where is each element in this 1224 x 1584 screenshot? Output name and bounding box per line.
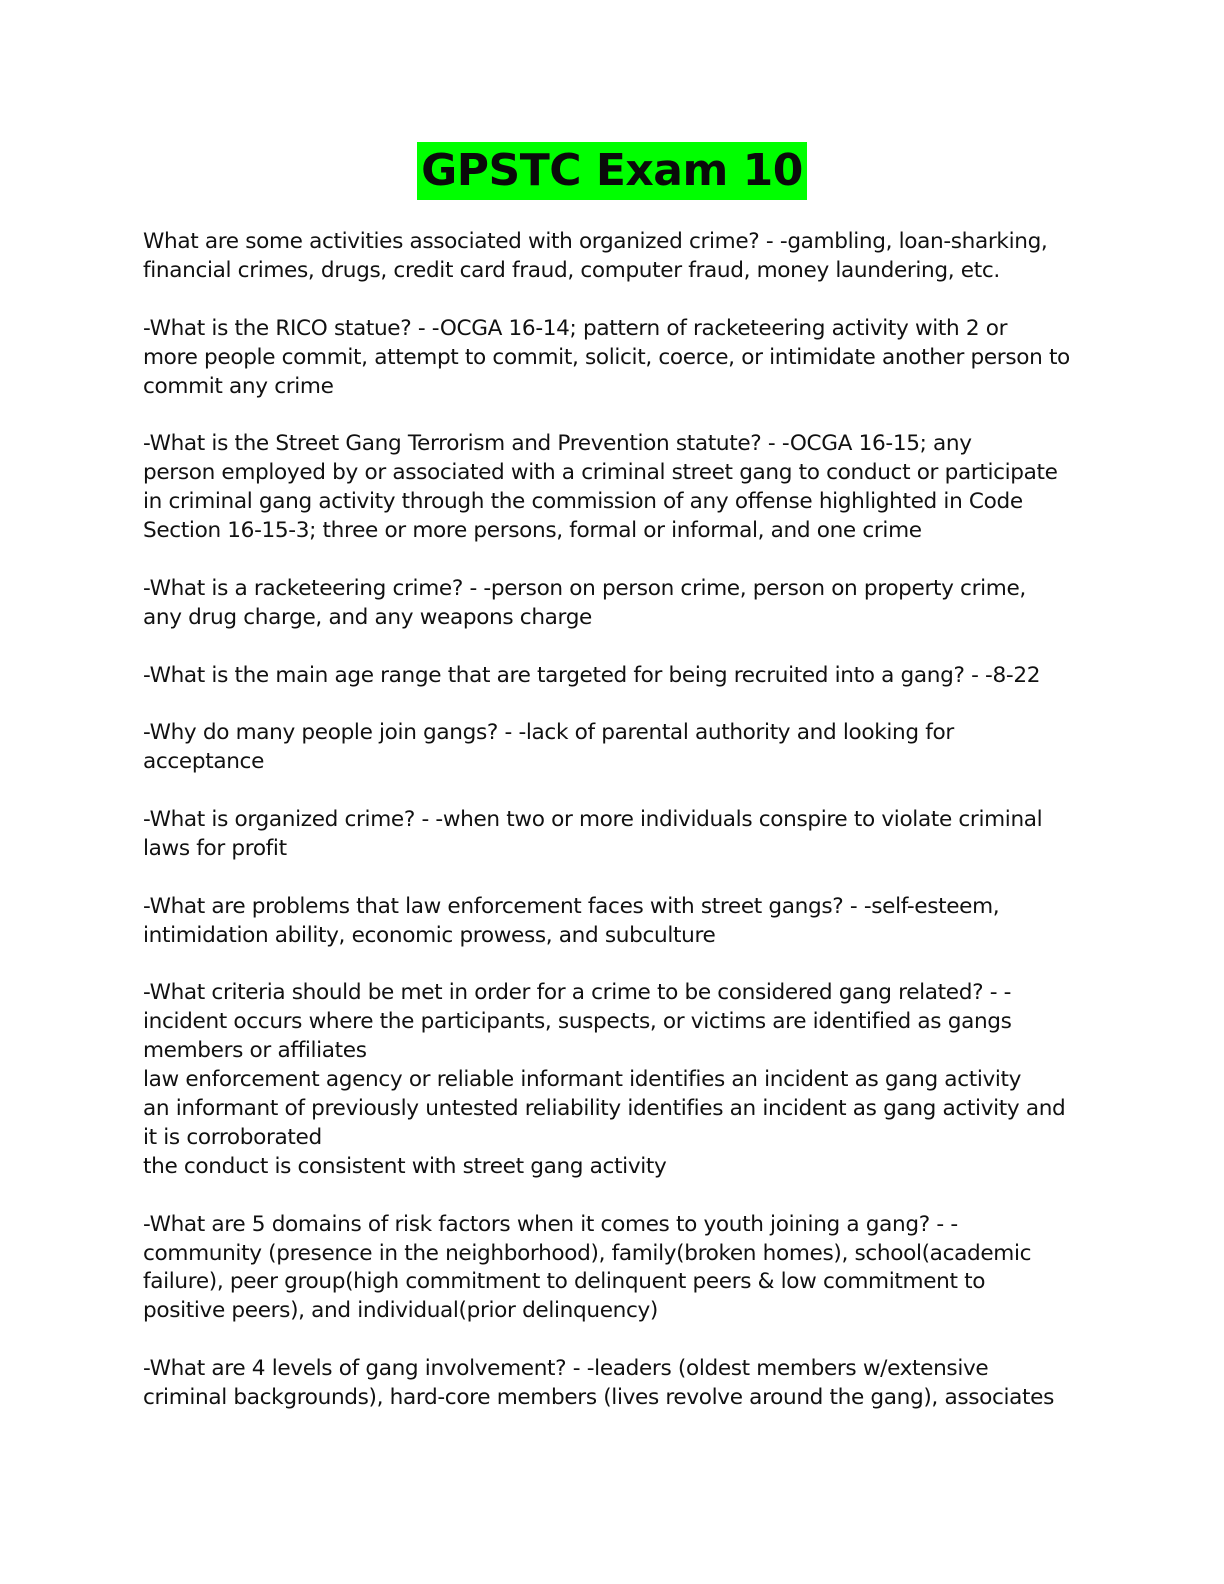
entry-line: -What are problems that law enforcement faces with street gangs? - -self-esteem,	[143, 893, 1000, 919]
entry-line: laws for profit	[143, 835, 287, 861]
entry-line: -What criteria should be met in order for a crime to be considered gang related? - -	[143, 980, 1012, 1006]
entry-line: members or affiliates	[143, 1038, 367, 1064]
qa-entry	[143, 893, 1078, 951]
entry-line: the conduct is consistent with street gang activity	[143, 1153, 667, 1179]
qa-entry	[143, 430, 1078, 546]
entry-line: -What is a racketeering crime? - -person on person crime, person on property crime,	[143, 575, 1026, 601]
qa-entry	[143, 228, 1078, 286]
entry-line: in criminal gang activity through the commission of any offense highlighted in Code	[143, 489, 1023, 515]
entry-line: -What is the Street Gang Terrorism and Prevention statute? - -OCGA 16-15; any	[143, 431, 972, 457]
entry-line: commit any crime	[143, 373, 334, 399]
entry-line: intimidation ability, economic prowess, and subculture	[143, 922, 716, 948]
entry-line: criminal backgrounds), hard-core members (lives revolve around the gang), associates	[143, 1385, 1055, 1411]
qa-entry	[143, 719, 1078, 777]
document-title: GPSTC Exam 10	[417, 142, 807, 200]
entry-line: failure), peer group(high commitment to delinquent peers & low commitment to	[143, 1269, 986, 1295]
document-body	[143, 228, 1078, 1442]
title-container	[0, 142, 1224, 200]
entry-line: -What is organized crime? - -when two or more individuals conspire to violate criminal	[143, 807, 1043, 833]
qa-entry	[143, 979, 1078, 1181]
entry-line: any drug charge, and any weapons charge	[143, 604, 592, 630]
entry-line: it is corroborated	[143, 1124, 322, 1150]
entry-line: more people commit, attempt to commit, solicit, coerce, or intimidate another person to	[143, 344, 1070, 370]
qa-entry	[143, 575, 1078, 633]
entry-line: person employed by or associated with a criminal street gang to conduct or participate	[143, 460, 1058, 486]
entry-line: -What is the RICO statue? - -OCGA 16-14; pattern of racketeering activity with 2 or	[143, 315, 1008, 341]
qa-entry	[143, 662, 1078, 691]
entry-line: -What is the main age range that are targeted for being recruited into a gang? - -8-22	[143, 662, 1041, 688]
entry-line: community (presence in the neighborhood), family(broken homes), school(academic	[143, 1240, 1032, 1266]
entry-line: What are some activities associated with organized crime? - -gambling, loan-sharking,	[143, 229, 1048, 254]
qa-entry	[143, 1211, 1078, 1327]
qa-entry	[143, 806, 1078, 864]
qa-entry	[143, 315, 1078, 402]
entry-line: an informant of previously untested reliability identifies an incident as gang activity and	[143, 1096, 1066, 1122]
entry-line: positive peers), and individual(prior delinquency)	[143, 1298, 658, 1324]
entry-line: financial crimes, drugs, credit card fraud, computer fraud, money laundering, etc.	[143, 257, 1000, 283]
entry-line: law enforcement agency or reliable informant identifies an incident as gang activity	[143, 1067, 1022, 1093]
entry-line: -What are 4 levels of gang involvement? - -leaders (oldest members w/extensive	[143, 1356, 989, 1382]
qa-entry	[143, 1355, 1078, 1413]
entry-line: Section 16-15-3; three or more persons, formal or informal, and one crime	[143, 518, 922, 544]
entry-line: incident occurs where the participants, suspects, or victims are identified as gangs	[143, 1009, 1012, 1035]
entry-line: acceptance	[143, 749, 265, 775]
entry-line: -Why do many people join gangs? - -lack of parental authority and looking for	[143, 720, 954, 746]
entry-line: -What are 5 domains of risk factors when it comes to youth joining a gang? - -	[143, 1211, 958, 1237]
